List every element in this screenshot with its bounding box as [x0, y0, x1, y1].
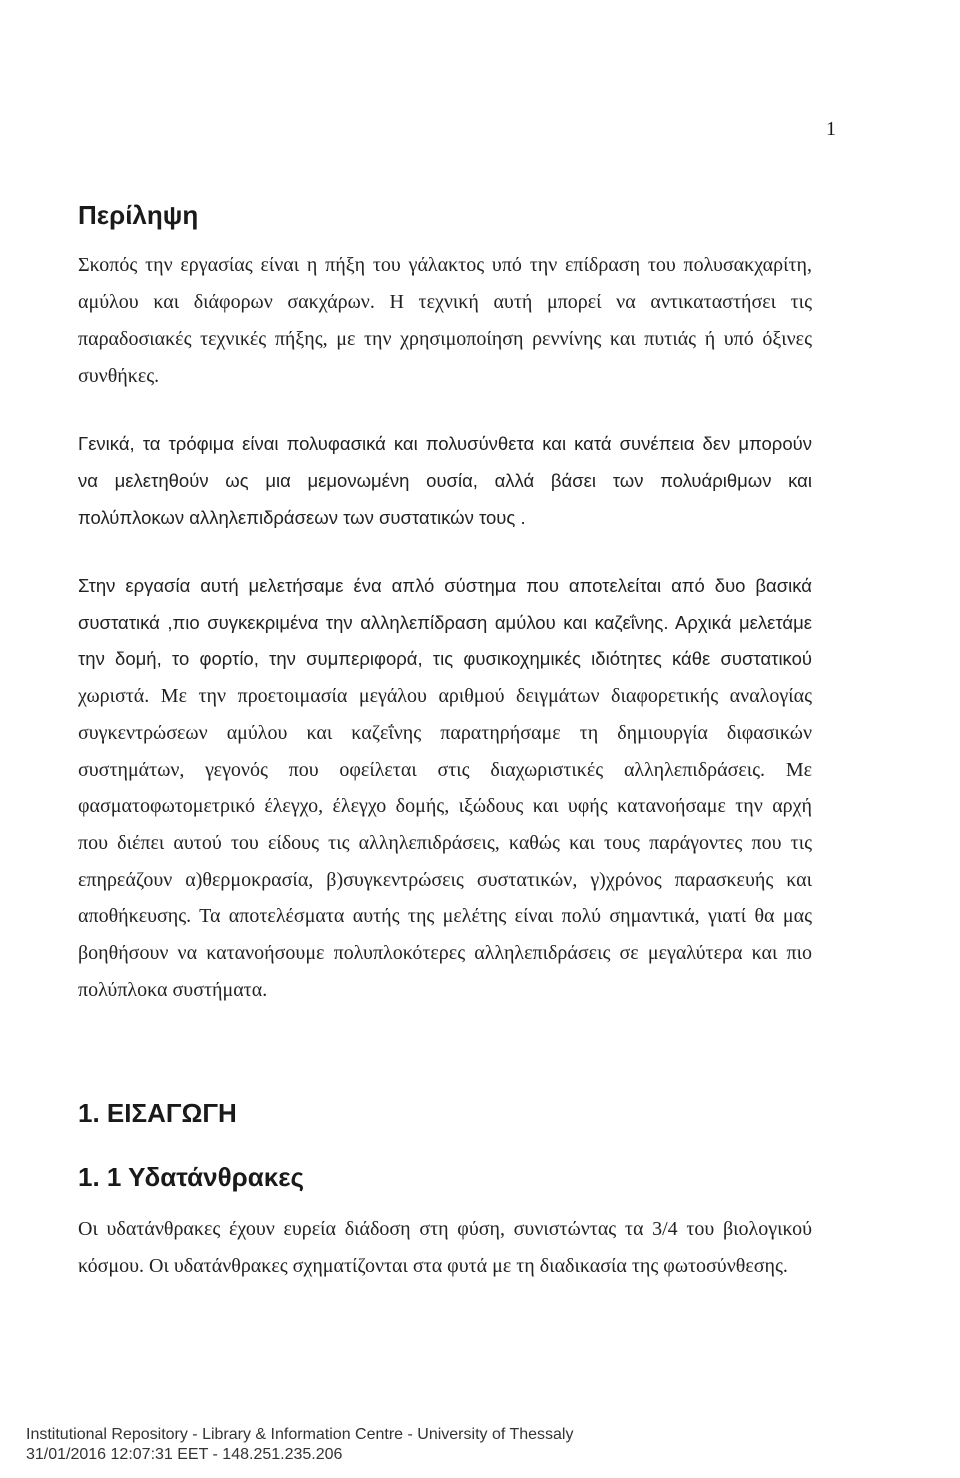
page-number: 1: [826, 118, 836, 140]
text-line: πολύπλοκων αλληλεπιδράσεων των συστατικών τους .: [78, 507, 526, 528]
text-line: την δομή, το φορτίο, την συμπεριφορά, τις φυσικοχημικές ιδιότητες κάθε συστατικού: [78, 648, 812, 670]
abstract-title: Περίληψη: [78, 200, 199, 230]
abstract-paragraph-1: [78, 247, 812, 395]
text-line: αμύλου και διάφορων σακχάρων. Η τεχνική αυτή μπορεί να αντικαταστήσει τις: [78, 291, 812, 313]
footer-timestamp: 31/01/2016 12:07:31 EET - 148.251.235.206: [26, 1446, 343, 1463]
text-line: που διέπει αυτού του είδους τις αλληλεπιδράσεις, καθώς και τους παράγοντες που τις: [78, 831, 812, 854]
abstract-paragraph-2: [78, 425, 812, 536]
text-line: συνθήκες.: [78, 365, 160, 387]
text-line: να μελετηθούν ως μια μεμονωμένη ουσία, αλλά βάσει των πολυάριθμων και: [78, 470, 812, 491]
text-line: Στην εργασία αυτή μελετήσαμε ένα απλό σύστημα που αποτελείται από δυο βασικά: [78, 575, 812, 596]
text-line: παραδοσιακές τεχνικές πήξης, με την χρησιμοποίηση ρεννίνης και πυτιάς ή υπό όξινες: [78, 328, 812, 350]
text-line: βοηθήσουν να κατανοήσουμε πολυπλοκότερες αλληλεπιδράσεις σε μεγαλύτερα και πιο: [78, 942, 812, 965]
text-line: φασματοφωτομετρικό έλεγχο, έλεγχο δομής, ιξώδους και υφής κατανοήσαμε την αρχή: [78, 795, 812, 818]
text-line: Γενικά, τα τρόφιμα είναι πολυφασικά και πολυσύνθετα και κατά συνέπεια δεν μπορούν: [78, 433, 812, 454]
abstract-paragraph-3: [78, 568, 812, 1008]
text-line: συστατικά ,πιο συγκεκριμένα την αλληλεπίδραση αμύλου και καζεΐνης. Αρχικά μελετάμε: [78, 611, 812, 633]
text-line: Οι υδατάνθρακες έχουν ευρεία διάδοση στη φύση, συνιστώντας τα 3/4 του βιολογικού: [78, 1218, 812, 1240]
text-line: συγκεντρώσεων αμύλου και καζεΐνης παρατηρήσαμε τη δημιουργία διφασικών: [78, 721, 812, 744]
section-title: 1. ΕΙΣΑΓΩΓΗ: [78, 1098, 237, 1128]
text-line: συστημάτων, γεγονός που οφείλεται στις διαχωριστικές αλληλεπιδράσεις. Με: [78, 758, 812, 781]
text-line: επηρεάζουν α)θερμοκρασία, β)συγκεντρώσεις συστατικών, γ)χρόνος παρασκευής και: [78, 868, 812, 891]
text-line: Σκοπός την εργασίας είναι η πήξη του γάλακτος υπό την επίδραση του πολυσακχαρίτη,: [78, 254, 812, 276]
section-paragraph-1: [78, 1211, 812, 1285]
text-line: αποθήκευσης. Τα αποτελέσματα αυτής της μελέτης είναι πολύ σημαντικά, γιατί θα μας: [78, 905, 812, 928]
text-line: κόσμου. Οι υδατάνθρακες σχηματίζονται στα φυτά με τη διαδικασία της φωτοσύνθεσης.: [78, 1255, 788, 1277]
subsection-title: 1. 1 Υδατάνθρακες: [78, 1162, 305, 1192]
text-line: πολύπλοκα συστήματα.: [78, 978, 268, 1001]
text-line: χωριστά. Με την προετοιμασία μεγάλου αριθμού δειγμάτων διαφορετικής αναλογίας: [78, 685, 812, 708]
footer-repository: Institutional Repository - Library & Information Centre - University of Thessaly: [26, 1426, 574, 1443]
